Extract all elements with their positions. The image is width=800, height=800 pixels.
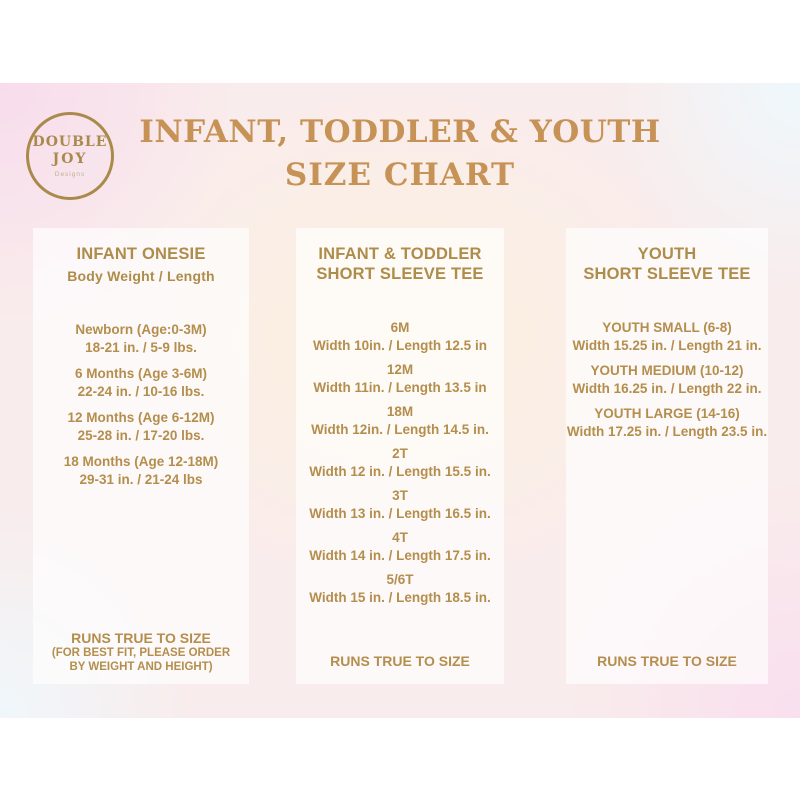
size-rows xyxy=(296,319,504,607)
size-row xyxy=(296,445,504,481)
size-value: Width 10in. / Length 12.5 in xyxy=(313,338,487,353)
column-header-line2: SHORT SLEEVE TEE xyxy=(583,265,751,283)
size-label: YOUTH SMALL (6-8) xyxy=(602,320,732,335)
size-label: 12 Months (Age 6-12M) xyxy=(67,410,215,425)
size-label: 5/6T xyxy=(386,572,414,587)
logo-text-designs: Designs xyxy=(54,171,86,178)
column-header xyxy=(296,244,504,284)
size-label: 12M xyxy=(386,362,414,377)
size-label: 18 Months (Age 12-18M) xyxy=(63,454,219,469)
fit-note-line1: RUNS TRUE TO SIZE xyxy=(330,653,470,669)
size-row xyxy=(296,361,504,397)
size-row xyxy=(33,365,249,401)
size-row xyxy=(566,362,768,398)
size-value: Width 14 in. / Length 17.5 in. xyxy=(309,548,491,563)
size-label: 18M xyxy=(386,404,414,419)
size-value: Width 13 in. / Length 16.5 in. xyxy=(309,506,491,521)
size-value: Width 11in. / Length 13.5 in xyxy=(313,380,487,395)
column-header-line2: Body Weight / Length xyxy=(67,268,215,284)
fit-note-line3: BY WEIGHT AND HEIGHT) xyxy=(69,661,213,673)
fit-note-line1: RUNS TRUE TO SIZE xyxy=(597,653,737,669)
fit-note xyxy=(566,653,768,669)
fit-note xyxy=(296,653,504,669)
size-label: YOUTH MEDIUM (10-12) xyxy=(590,363,744,378)
size-value: Width 17.25 in. / Length 23.5 in. xyxy=(566,424,768,439)
size-value: Width 15.25 in. / Length 21 in. xyxy=(572,338,762,353)
fit-note xyxy=(33,630,249,674)
column-header-line1: INFANT ONESIE xyxy=(76,245,206,263)
size-value: 22-24 in. / 10-16 lbs. xyxy=(77,384,205,399)
column-header-line2: SHORT SLEEVE TEE xyxy=(316,265,484,283)
size-row xyxy=(33,321,249,357)
size-value: Width 12in. / Length 14.5 in. xyxy=(311,422,489,437)
page-title xyxy=(0,114,800,193)
panel-infant-toddler-tee xyxy=(296,228,504,684)
size-label: 4T xyxy=(392,530,408,545)
size-value: 18-21 in. / 5-9 lbs. xyxy=(85,340,197,355)
size-row xyxy=(33,409,249,445)
fit-note-line1: RUNS TRUE TO SIZE xyxy=(71,630,211,646)
size-label: 6 Months (Age 3-6M) xyxy=(74,366,207,381)
size-value: Width 16.25 in. / Length 22 in. xyxy=(572,381,762,396)
size-row xyxy=(296,529,504,565)
logo-text-double: DOUBLE xyxy=(32,134,108,150)
size-label: 3T xyxy=(392,488,408,503)
size-row xyxy=(566,319,768,355)
page-title-line1: INFANT, TODDLER & YOUTH xyxy=(139,114,661,150)
size-value: 29-31 in. / 21-24 lbs xyxy=(79,472,203,487)
size-row xyxy=(33,453,249,489)
size-row xyxy=(296,487,504,523)
page-title-line2: SIZE CHART xyxy=(284,157,516,193)
size-row xyxy=(296,571,504,607)
size-label: YOUTH LARGE (14-16) xyxy=(594,406,740,421)
size-rows xyxy=(33,321,249,489)
fit-note-line2: (FOR BEST FIT, PLEASE ORDER xyxy=(51,647,231,659)
logo-text-joy: JOY xyxy=(52,151,88,167)
size-value: 25-28 in. / 17-20 lbs. xyxy=(77,428,205,443)
column-header-line1: INFANT & TODDLER xyxy=(318,245,482,263)
column-header-line1: YOUTH xyxy=(637,245,697,263)
column-header xyxy=(566,244,768,284)
size-row xyxy=(566,405,768,441)
size-row xyxy=(296,319,504,355)
panel-youth-tee xyxy=(566,228,768,684)
size-value: Width 12 in. / Length 15.5 in. xyxy=(309,464,491,479)
size-row xyxy=(296,403,504,439)
size-label: 6M xyxy=(390,320,410,335)
size-value: Width 15 in. / Length 18.5 in. xyxy=(309,590,491,605)
size-label: Newborn (Age:0-3M) xyxy=(75,322,207,337)
size-rows xyxy=(566,319,768,441)
panel-infant-onesie xyxy=(33,228,249,684)
size-label: 2T xyxy=(392,446,408,461)
column-header xyxy=(33,244,249,286)
